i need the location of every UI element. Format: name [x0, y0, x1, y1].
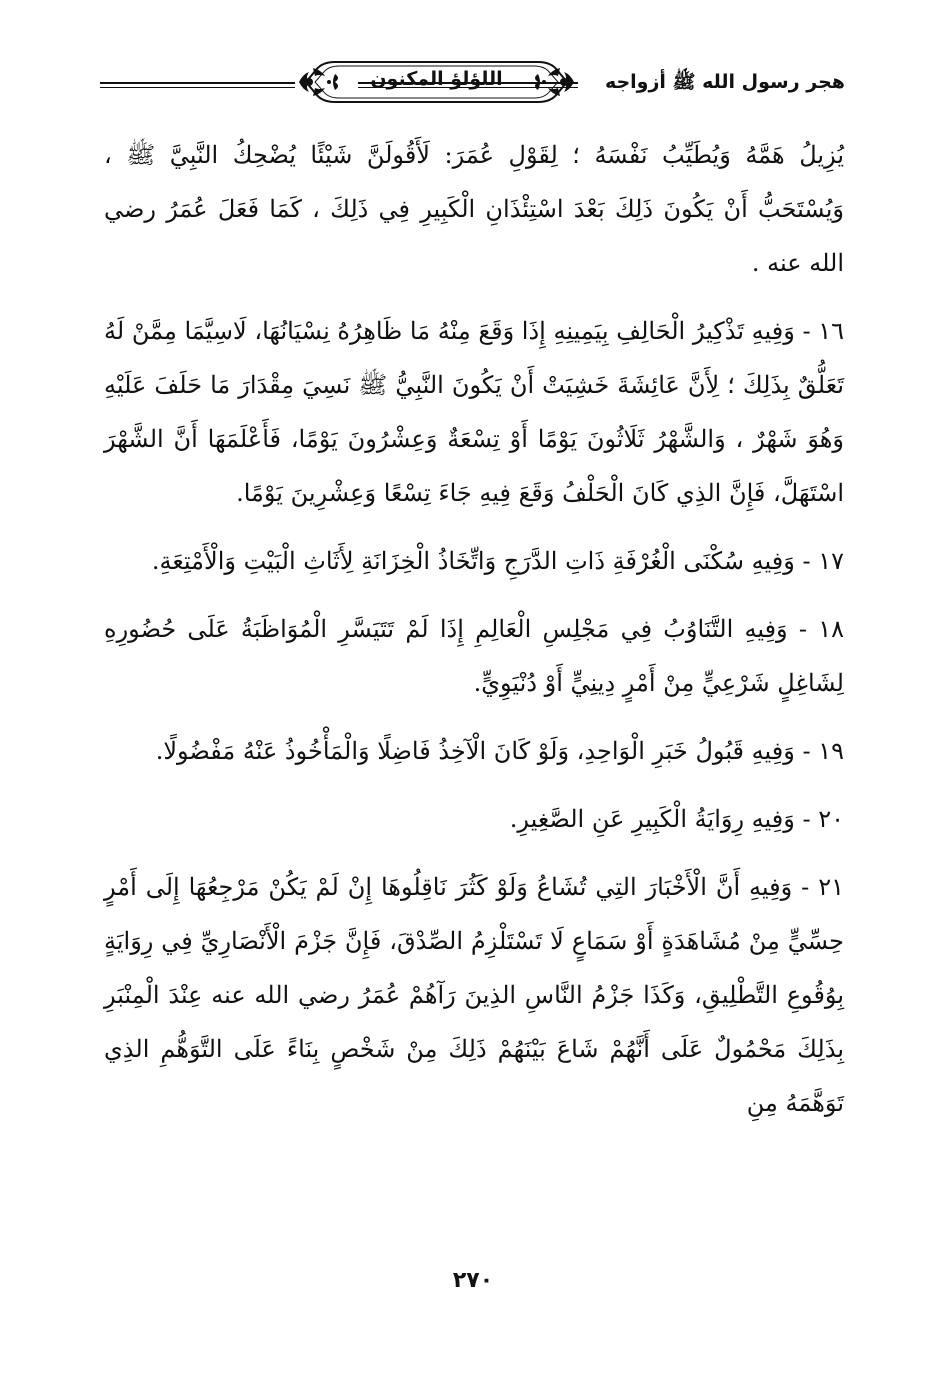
paragraph-19: ١٩ - وَفِيهِ قَبُولُ خَبَرِ الْوَاحِدِ، وَلَوْ كَانَ الْآخِذُ فَاضِلًا وَالْمَأْخُوذُ عَنْهُ مَفْضُولًا.: [155, 737, 844, 765]
paragraph-number: ١٧: [818, 547, 844, 575]
paragraph-text: يُزِيلُ هَمَّهُ وَيُطَيِّبُ نَفْسَهُ ؛ لِقَوْلِ عُمَرَ: لَأَقُولَنَّ شَيْئًا يُضْحِكُ النَّبِيَّ ﷺ ، وَيُسْتَحَبُّ أَنْ يَكُونَ ذَلِكَ بَعْدَ اسْتِئْذَانِ الْكَبِيرِ فِي ذَلِكَ ، كَمَا فَعَلَ عُمَرُ رضي الله عنه .: [104, 141, 844, 277]
paragraph-number: ١٨: [818, 615, 844, 643]
paragraph-text: وَفِيهِ أَنَّ الْأَخْبَارَ التِي تُشَاعُ وَلَوْ كَثُرَ نَاقِلُوهَا إِنْ لَمْ يَكُنْ مَرْجِعُهَا إِلَى أَمْرٍ حِسِّيٍّ مِنْ مُشَاهَدَةٍ أَوْ سَمَاعٍ لَا تَسْتَلْزِمُ الصِّدْقَ، فَإِنَّ جَزْمَ الْأَنْصَارِيِّ فِي رِوَايَةٍ بِوُقُوعِ التَّطْلِيقِ، وَكَذَا جَزْمُ النَّاسِ الذِينَ رَآهُمْ عُمَرُ رضي الله عنه عِنْدَ الْمِنْبَرِ بِذَلِكَ مَحْمُولٌ عَلَى أَنَّهُمْ شَاعَ بَيْنَهُمْ ذَلِكَ مِنْ شَخْصٍ بِنَاءً عَلَى التَّوَهُّمِ الذِي تَوَهَّمَهُ مِنِ: [104, 873, 844, 1117]
header-rule-left: [100, 82, 295, 84]
paragraph-16: ١٦ - وَفِيهِ تَذْكِيرُ الْحَالِفِ بِيَمِينِهِ إِذَا وَقَعَ مِنْهُ مَا ظَاهِرُهُ نِسْيَانُهَا، لَاسِيَّمَا مِمَّنْ لَهُ تَعَلُّقٌ بِذَلِكَ ؛ لِأَنَّ عَائِشَةَ خَشِيَتْ أَنْ يَكُونَ النَّبِيُّ ﷺ نَسِيَ مِقْدَارَ مَا حَلَفَ عَلَيْهِ وَهُوَ شَهْرٌ ، وَالشَّهْرُ ثَلَاثُونَ يَوْمًا أَوْ تِسْعَةٌ وَعِشْرُونَ يَوْمًا، فَأَعْلَمَهَا أَنَّ الشَّهْرَ اسْتَهَلَّ، فَإِنَّ الذِي كَانَ الْحَلْفُ وَقَعَ فِيهِ جَاءَ تِسْعًا وَعِشْرِينَ يَوْمًا.: [104, 317, 844, 507]
paragraph-20: ٢٠ - وَفِيهِ رِوَايَةُ الْكَبِيرِ عَنِ الصَّغِيرِ.: [509, 805, 844, 833]
page-number: ٢٧٠: [452, 1268, 494, 1293]
paragraph-text: وَفِيهِ رِوَايَةُ الْكَبِيرِ عَنِ الصَّغِيرِ.: [509, 805, 795, 833]
paragraph-text: وَفِيهِ سُكْنَى الْغُرْفَةِ ذَاتِ الدَّرَجِ وَاتِّخَاذُ الْخِزَانَةِ لِأَثَاثِ الْبَيْتِ وَالْأَمْتِعَةِ.: [151, 547, 795, 575]
paragraph-number: ١٦: [818, 317, 844, 345]
title-cartouche: [295, 56, 578, 108]
body-text: [104, 128, 844, 1144]
paragraph-18: ١٨ - وَفِيهِ التَّنَاوُبُ فِي مَجْلِسِ الْعَالِمِ إِذَا لَمْ تَتَيَسَّرِ الْمُوَاظَبَةُ عَلَى حُضُورِهِ لِشَاغِلٍ شَرْعِيٍّ مِنْ أَمْرٍ دِينِيٍّ أَوْ دُنْيَوِيٍّ.: [104, 615, 844, 697]
paragraph-number: ٢١: [818, 873, 844, 901]
paragraph-text: وَفِيهِ قَبُولُ خَبَرِ الْوَاحِدِ، وَلَوْ كَانَ الْآخِذُ فَاضِلًا وَالْمَأْخُوذُ عَنْهُ مَفْضُولًا.: [155, 737, 795, 765]
paragraph-text: وَفِيهِ التَّنَاوُبُ فِي مَجْلِسِ الْعَالِمِ إِذَا لَمْ تَتَيَسَّرِ الْمُوَاظَبَةُ عَلَى حُضُورِهِ لِشَاغِلٍ شَرْعِيٍّ مِنْ أَمْرٍ دِينِيٍّ أَوْ دُنْيَوِيٍّ.: [104, 615, 844, 697]
paragraph-number: ٢٠: [818, 805, 844, 833]
page-header: [100, 52, 845, 130]
paragraph-continuation: [104, 128, 844, 290]
running-title: هجر رسول الله ﷺ أزواجه: [604, 71, 845, 93]
paragraph-text: وَفِيهِ تَذْكِيرُ الْحَالِفِ بِيَمِينِهِ إِذَا وَقَعَ مِنْهُ مَا ظَاهِرُهُ نِسْيَانُهَا، لَاسِيَّمَا مِمَّنْ لَهُ تَعَلُّقٌ بِذَلِكَ ؛ لِأَنَّ عَائِشَةَ خَشِيَتْ أَنْ يَكُونَ النَّبِيُّ ﷺ نَسِيَ مِقْدَارَ مَا حَلَفَ عَلَيْهِ وَهُوَ شَهْرٌ ، وَالشَّهْرُ ثَلَاثُونَ يَوْمًا أَوْ تِسْعَةٌ وَعِشْرُونَ يَوْمًا، فَأَعْلَمَهَا أَنَّ الشَّهْرَ اسْتَهَلَّ، فَإِنَّ الذِي كَانَ الْحَلْفُ وَقَعَ فِيهِ جَاءَ تِسْعًا وَعِشْرِينَ يَوْمًا.: [104, 317, 844, 507]
paragraph-number: ١٩: [818, 737, 844, 765]
book-title: اللؤلؤ المكنون: [370, 68, 503, 90]
paragraph-21: ٢١ - وَفِيهِ أَنَّ الْأَخْبَارَ التِي تُشَاعُ وَلَوْ كَثُرَ نَاقِلُوهَا إِنْ لَمْ يَكُنْ مَرْجِعُهَا إِلَى أَمْرٍ حِسِّيٍّ مِنْ مُشَاهَدَةٍ أَوْ سَمَاعٍ لَا تَسْتَلْزِمُ الصِّدْقَ، فَإِنَّ جَزْمَ الْأَنْصَارِيِّ فِي رِوَايَةٍ بِوُقُوعِ التَّطْلِيقِ، وَكَذَا جَزْمُ النَّاسِ الذِينَ رَآهُمْ عُمَرُ رضي الله عنه عِنْدَ الْمِنْبَرِ بِذَلِكَ مَحْمُولٌ عَلَى أَنَّهُمْ شَاعَ بَيْنَهُمْ ذَلِكَ مِنْ شَخْصٍ بِنَاءً عَلَى التَّوَهُّمِ الذِي تَوَهَّمَهُ مِنِ: [104, 873, 844, 1117]
paragraph-17: ١٧ - وَفِيهِ سُكْنَى الْغُرْفَةِ ذَاتِ الدَّرَجِ وَاتِّخَاذُ الْخِزَانَةِ لِأَثَاثِ الْبَيْتِ وَالْأَمْتِعَةِ.: [151, 547, 844, 575]
